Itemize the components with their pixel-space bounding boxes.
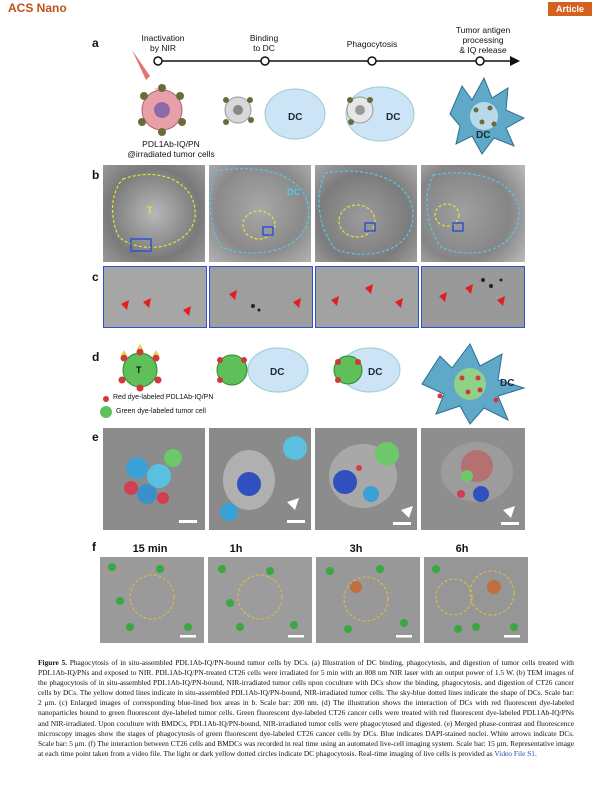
step-antigen-processing (438, 26, 528, 55)
fluor-image-3 (315, 428, 417, 530)
legend-np-text: Red dye-labeled PDL1Ab-IQ/PN (113, 394, 214, 401)
d-t-label-1: T (136, 365, 142, 375)
panel-e-letter: e (92, 430, 99, 444)
legend-np-icon (103, 396, 109, 402)
svg-text:DC: DC (288, 112, 303, 123)
step-binding (224, 34, 304, 54)
svg-text:DC: DC (368, 367, 383, 378)
step-antigen-processing-text: Tumor antigen processing & IQ release (455, 25, 511, 55)
legend-cell-text: Green dye-labeled tumor cell (116, 408, 206, 415)
live-image-15min (100, 557, 204, 643)
tem-t-label: T (147, 205, 153, 215)
svg-text:DC: DC (500, 378, 515, 389)
time-1h: 1h (229, 543, 243, 555)
live-image-6h (424, 557, 528, 643)
time-3h: 3h (349, 543, 363, 555)
step-binding-text: Binding to DC (249, 33, 279, 53)
panel-f-live-imaging (100, 557, 530, 643)
live-image-3h (316, 557, 420, 643)
video-file-link[interactable]: Video File S1 (494, 748, 536, 758)
article-badge: Article (548, 2, 592, 16)
cell-label (116, 140, 226, 160)
legend-cell-icon (100, 406, 112, 418)
tem-dc-label: DC (287, 187, 300, 197)
panel-e-fluorescence (103, 428, 525, 530)
tem-outlines (103, 165, 525, 262)
figure-label: Figure 5. (38, 658, 68, 667)
caption-end: . (535, 748, 537, 758)
panel-c-enlarged (103, 266, 525, 328)
journal-name: ACS Nano (8, 1, 67, 15)
caption-body: Phagocytosis of in situ-assembled PDL1Ab-IQ/PN-bound tumor cells by DCs. (a) Illustration of DC binding, phagocytosis, and digestion of tumor cells treated with PDL1Ab-IQ/PNs and exposed to NIR. PDL1Ab-IQ/PN-treated CT26 cells were irradiated for 5 min with an 808 nm NIR laser with an output power of 1.5 W. (b) TEM images of the phagocytosis of in situ-assembled PDL1Ab-IQ/PN-bound, NIR-irradiated tumor cells upon coculture with DCs show the binding, phagocytosis, and digestion of CT26 cancer cells by DCs. The yellow dotted lines indicate in situ-assembled PDL1Ab-IQ/PN-bound, NIR-irradiated tumor cells. The sky-blue dotted lines indicate the shape of DCs. Scale bar: 2 μm. (c) Enlarged images of corresponding blue-lined box areas in b. Scale bar: 200 nm. (d) The illustration shows the interaction of DCs with red fluorescent dye-labeled nanoparticles bound to green fluorescent dye-labeled tumor cells. Green fluorescent dye-labeled CT26 cancer cells were treated with red fluorescent dye-labeled PDL1Ab-IQ/PNs and NIR-irradiated. Upon coculture with BMDCs, PDL1Ab-IQ/PN-bound, NIR-irradiated tumor cells were phagocytosed and digested. (e) Merged phase-contrast and fluorescence microscopy images show the stages of phagocytosis of green fluorescent dye-labeled CT26 cancer cells by DCs. Blue indicates DAPI-stained nuclei. White arrows indicate DCs. Scale bar: 5 μm. (f) The interaction between CT26 cells and BMDCs was recorded in real time using an automated live-cell imaging system. Scale bar: 15 μm. Representative image at each time point taken from a video file. The light or dark yellow dotted circles indicate DC phagocytosis. Real-time imaging of live cells is provided as (38, 658, 574, 758)
panel-d-letter: d (92, 350, 100, 364)
panel-a-letter: a (92, 36, 99, 50)
svg-text:DC: DC (386, 112, 401, 123)
live-image-1h (208, 557, 312, 643)
time-6h: 6h (455, 543, 469, 555)
panel-c-letter: c (92, 270, 99, 284)
enlarged-arrows (103, 266, 525, 328)
step-phagocytosis-text: Phagocytosis (346, 39, 398, 49)
svg-text:DC: DC (270, 367, 285, 378)
step-inactivation (118, 34, 208, 54)
step-inactivation-text: Inactivation by NIR (141, 33, 185, 53)
time-15min: 15 min (132, 543, 168, 555)
fluor-image-2 (209, 428, 311, 530)
fluor-image-4 (421, 428, 525, 530)
panel-b-letter: b (92, 168, 100, 182)
step-phagocytosis (332, 40, 412, 50)
panel-f-letter: f (92, 540, 96, 554)
page-header (0, 0, 610, 18)
figure-caption (38, 658, 574, 759)
svg-text:DC: DC (476, 130, 491, 141)
cell-label-text: PDL1Ab-IQ/PN @irradiated tumor cells (127, 139, 215, 159)
fluor-image-1 (103, 428, 205, 530)
panel-b-tem-images (103, 165, 525, 262)
